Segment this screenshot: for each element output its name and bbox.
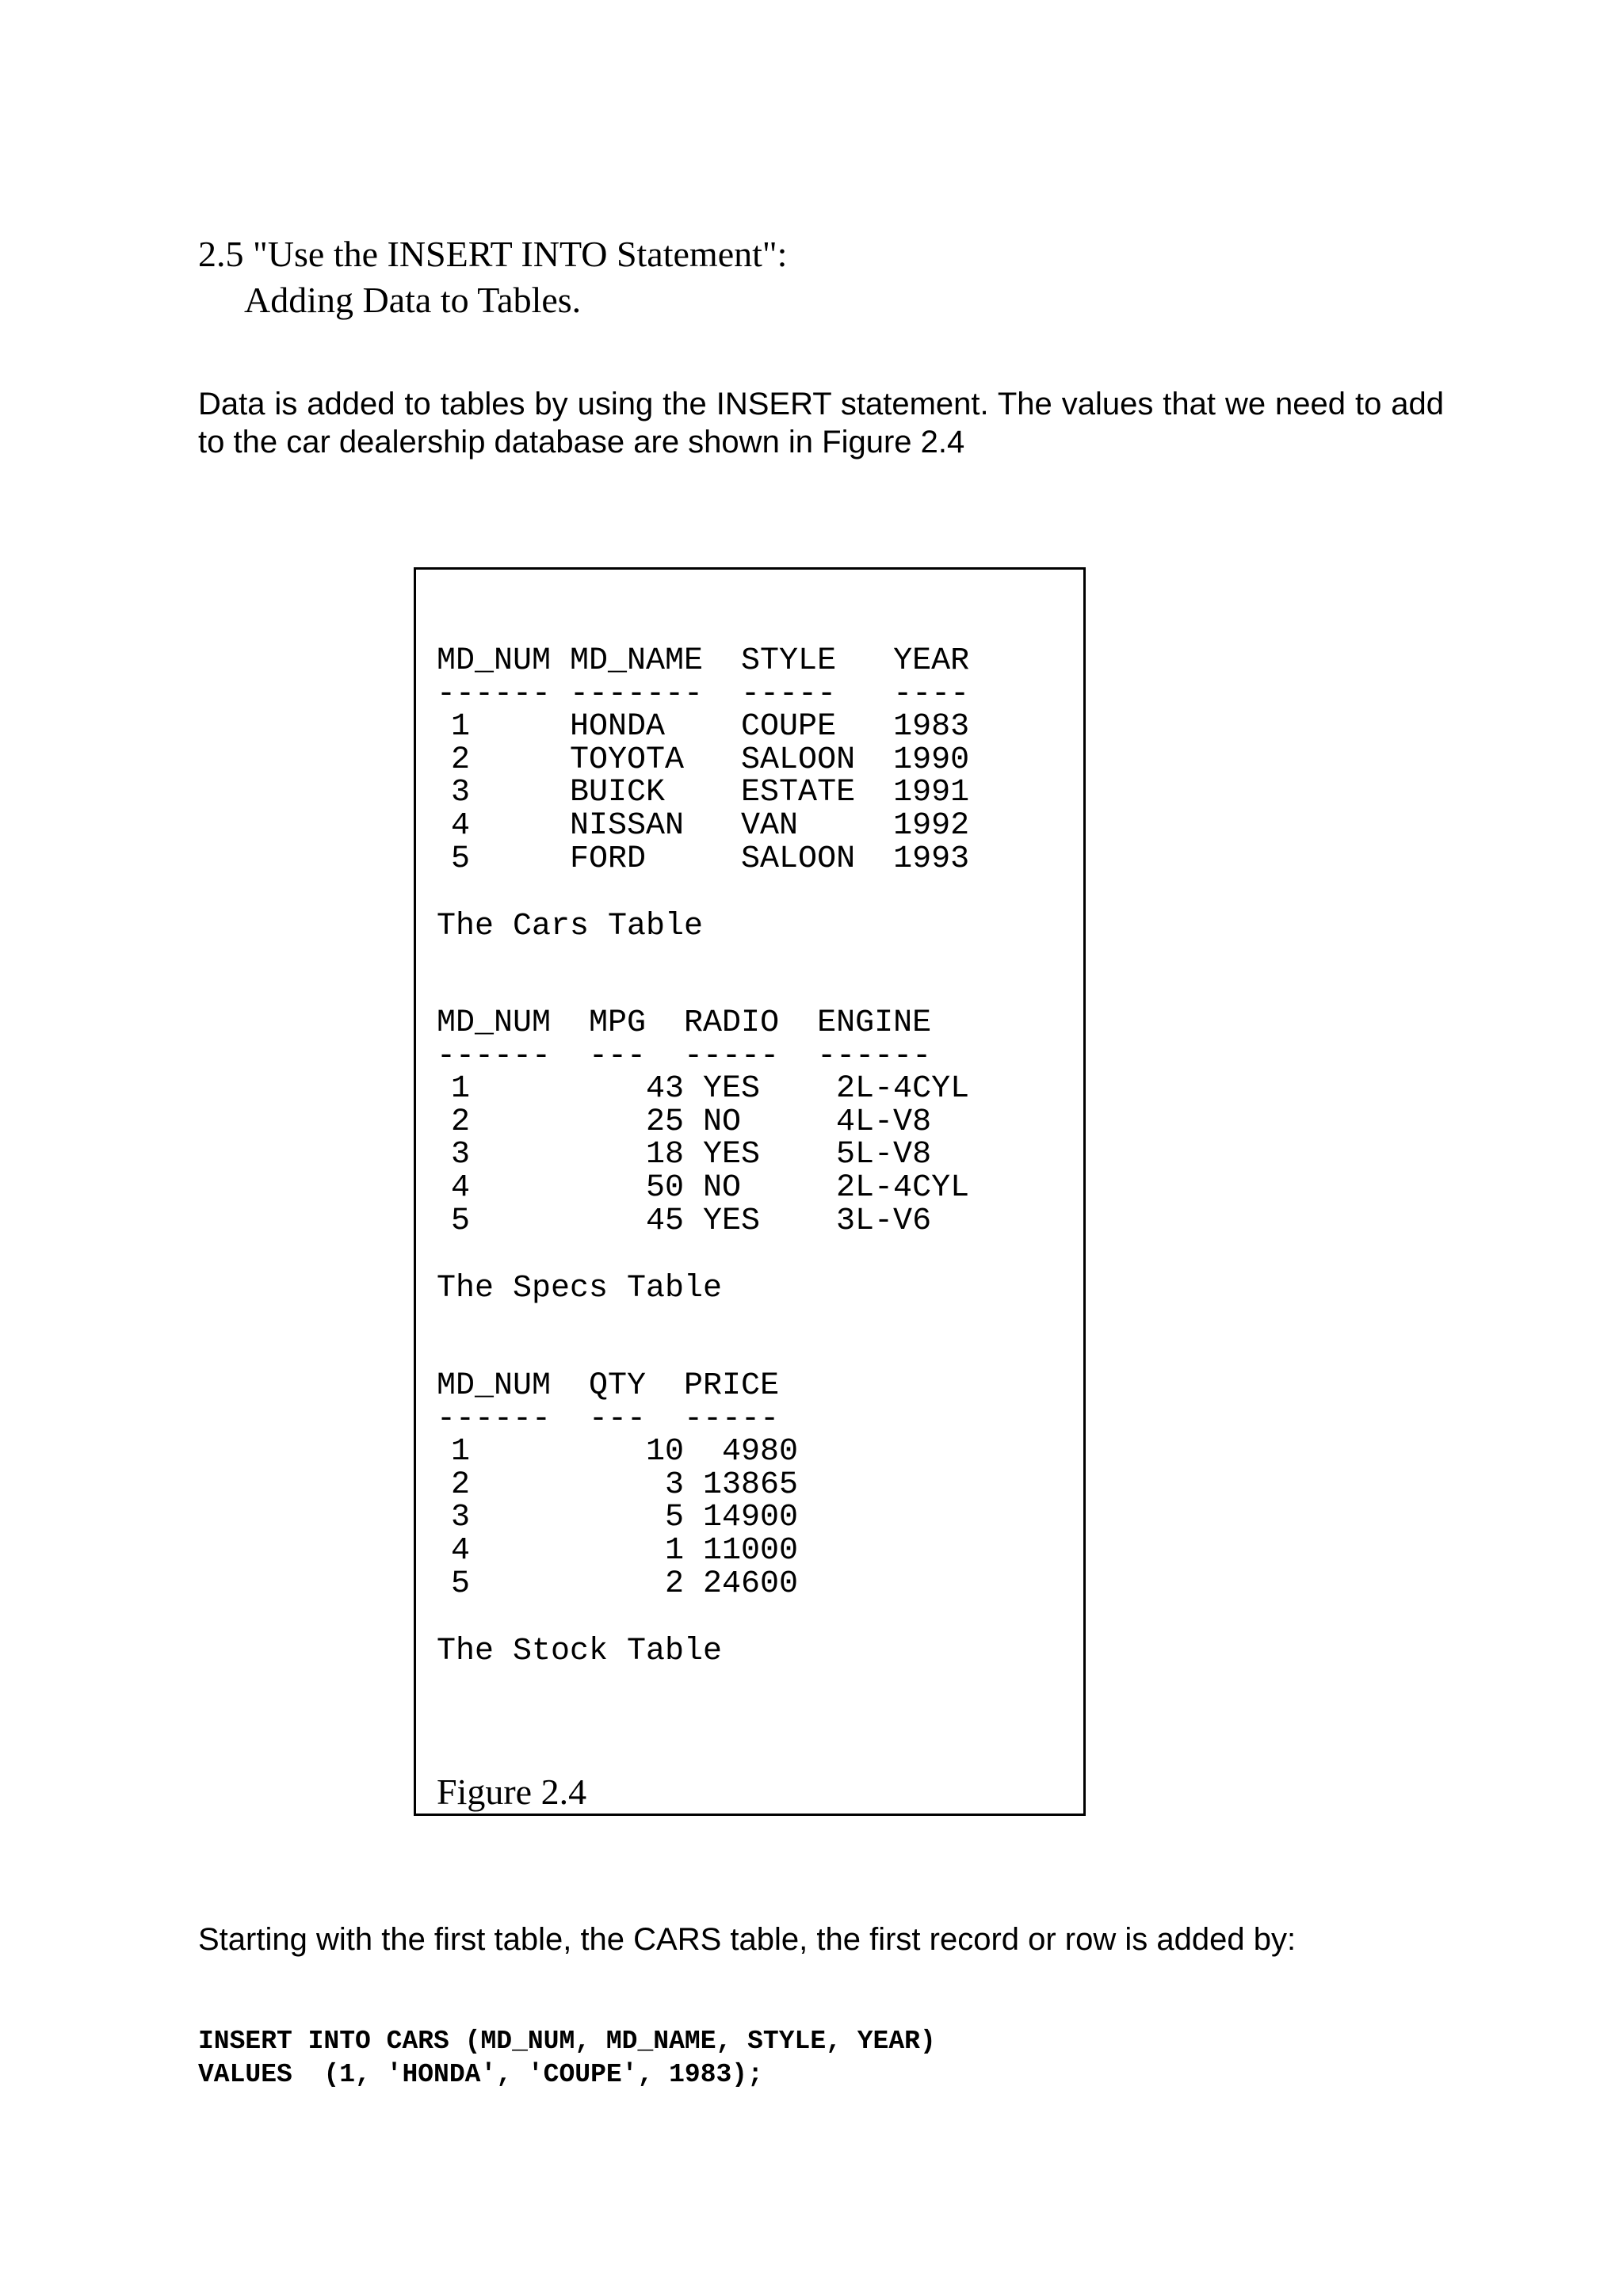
cars-header-row — [437, 645, 969, 678]
specs-cell: MPG — [589, 1005, 647, 1041]
specs-cell: 4 — [450, 1169, 470, 1206]
stock-cell: 4 — [450, 1532, 470, 1569]
stock-table-row — [437, 1532, 799, 1569]
stock-cell: ----- — [684, 1401, 780, 1437]
cars-cell: 1991 — [893, 775, 970, 811]
specs-cell: 45 — [646, 1203, 685, 1239]
specs-cell: 4L-V8 — [836, 1104, 932, 1140]
stock-table-row — [437, 1568, 798, 1601]
stock-cell: 24600 — [703, 1566, 799, 1602]
cars-cell: 1992 — [893, 807, 970, 844]
section-title-line2: Adding Data to Tables. — [244, 280, 582, 320]
specs-cell: 2L-4CYL — [836, 1071, 970, 1108]
cars-cell: TOYOTA — [570, 742, 685, 778]
cars-table-row — [437, 776, 969, 810]
stock-cell: 14900 — [703, 1500, 799, 1536]
cars-cell: FORD — [570, 841, 647, 877]
sql-code-block — [198, 2025, 936, 2092]
stock-cell: 1 — [450, 1434, 470, 1470]
stock-header-row — [437, 1370, 798, 1403]
stock-table-caption: The Stock Table — [437, 1634, 723, 1669]
specs-table-row — [437, 1071, 970, 1108]
stock-cell: 5 — [450, 1566, 470, 1602]
sql-line-2: VALUES (1, 'HONDA', 'COUPE', 1983); — [198, 2060, 763, 2089]
cars-table-caption: The Cars Table — [437, 909, 704, 944]
specs-cell: 25 — [646, 1104, 685, 1140]
specs-cell: 5 — [450, 1203, 470, 1239]
specs-cell: 3L-V6 — [836, 1203, 932, 1239]
stock-cell: MD_NUM — [437, 1368, 552, 1404]
cars-cell: 1 — [450, 709, 470, 746]
specs-table-row — [437, 1106, 950, 1139]
cars-cell: 4 — [450, 807, 470, 844]
cars-table-row — [437, 807, 970, 844]
stock-cell: 3 — [450, 1500, 470, 1536]
specs-cell: YES — [703, 1137, 761, 1173]
cars-table-row — [437, 711, 969, 744]
stock-cell: 1 — [665, 1532, 685, 1569]
cars-cell: ---- — [893, 676, 970, 712]
cars-cell: ------ — [437, 676, 552, 712]
section-heading — [198, 231, 787, 323]
stock-cell: 2 — [665, 1566, 685, 1602]
lead-paragraph: Starting with the first table, the CARS table, the first record or row is added by: — [198, 1922, 1296, 1957]
cars-cell: NISSAN — [570, 807, 685, 844]
specs-cell: ------ — [817, 1038, 932, 1074]
specs-cell: 18 — [646, 1137, 685, 1173]
stock-table — [437, 1370, 798, 1600]
specs-table-row — [437, 1169, 970, 1206]
specs-cell: 43 — [646, 1071, 685, 1108]
figure-2-4-box — [414, 567, 1086, 1816]
cars-cell: 2 — [450, 742, 470, 778]
specs-table — [437, 1005, 970, 1239]
intro-paragraph: Data is added to tables by using the INSERT statement. The values that we need to add to the car dealership database are shown in Figure 2.4 — [198, 387, 1444, 460]
specs-cell: MD_NUM — [437, 1005, 552, 1041]
stock-table-row — [437, 1436, 798, 1469]
specs-cell: --- — [589, 1038, 647, 1074]
stock-cell: 11000 — [703, 1532, 799, 1569]
cars-cell: COUPE — [741, 709, 837, 746]
specs-cell: RADIO — [684, 1005, 780, 1041]
specs-cell: 5L-V8 — [836, 1137, 932, 1173]
cars-cell: 3 — [450, 775, 470, 811]
figure-label: Figure 2.4 — [437, 1772, 587, 1812]
stock-cell: 2 — [450, 1466, 470, 1503]
specs-divider-row — [437, 1040, 950, 1074]
stock-cell: 10 — [646, 1434, 685, 1470]
specs-header-row — [437, 1007, 950, 1040]
specs-table-row — [437, 1138, 950, 1172]
stock-cell: 3 — [665, 1466, 685, 1503]
cars-cell: MD_NAME — [570, 643, 704, 679]
cars-cell: 1983 — [893, 709, 970, 746]
stock-table-row — [437, 1466, 799, 1503]
specs-cell: 2 — [450, 1104, 470, 1140]
specs-cell: ENGINE — [817, 1005, 932, 1041]
cars-cell: 1990 — [893, 742, 970, 778]
cars-cell: MD_NUM — [437, 643, 552, 679]
stock-divider-row — [437, 1403, 798, 1436]
cars-table — [437, 645, 969, 875]
specs-table-caption: The Specs Table — [437, 1271, 723, 1306]
stock-cell: QTY — [589, 1368, 647, 1404]
specs-table-row — [437, 1205, 950, 1238]
stock-cell: --- — [589, 1401, 647, 1437]
stock-cell: PRICE — [684, 1368, 780, 1404]
cars-cell: SALOON — [741, 742, 856, 778]
stock-cell: 5 — [665, 1500, 685, 1536]
specs-cell: NO — [703, 1104, 742, 1140]
specs-cell: ------ — [437, 1038, 552, 1074]
cars-cell: STYLE — [741, 643, 837, 679]
specs-cell: 2L-4CYL — [836, 1169, 970, 1206]
cars-cell: SALOON — [741, 841, 856, 877]
cars-cell: BUICK — [570, 775, 666, 811]
sql-line-1: INSERT INTO CARS (MD_NUM, MD_NAME, STYLE, YEAR) — [198, 2027, 936, 2056]
cars-cell: VAN — [741, 807, 799, 844]
cars-cell: YEAR — [893, 643, 970, 679]
section-title-line1: 2.5 "Use the INSERT INTO Statement": — [198, 234, 788, 274]
specs-cell: NO — [703, 1169, 742, 1206]
specs-cell: 1 — [450, 1071, 470, 1108]
stock-cell: ------ — [437, 1401, 552, 1437]
stock-cell: 13865 — [703, 1466, 799, 1503]
cars-cell: 5 — [450, 841, 470, 877]
cars-table-row — [437, 843, 969, 876]
cars-divider-row — [437, 678, 969, 711]
specs-cell: ----- — [684, 1038, 780, 1074]
cars-cell: HONDA — [570, 709, 666, 746]
specs-cell: YES — [703, 1071, 761, 1108]
cars-cell: ESTATE — [741, 775, 856, 811]
cars-cell: 1993 — [893, 841, 970, 877]
cars-cell: ----- — [741, 676, 837, 712]
stock-cell: 4980 — [722, 1434, 799, 1470]
specs-cell: 3 — [450, 1137, 470, 1173]
cars-cell: ------- — [570, 676, 704, 712]
stock-table-row — [437, 1501, 798, 1535]
specs-cell: 50 — [646, 1169, 685, 1206]
specs-cell: YES — [703, 1203, 761, 1239]
cars-table-row — [437, 744, 969, 777]
